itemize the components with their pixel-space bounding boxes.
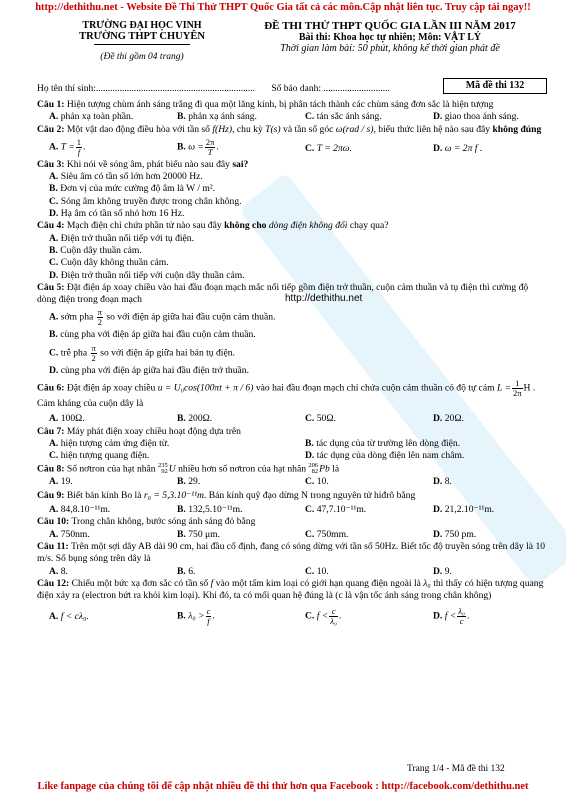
option-b: B. 29.: [177, 475, 201, 487]
option-d: D. tác dụng của dòng điện lên nam châm.: [305, 450, 465, 462]
option-a: A. 8.: [49, 565, 68, 577]
option-b: B. phản xạ ánh sáng.: [177, 111, 257, 123]
question-label: Câu 5:: [37, 281, 65, 293]
exam-subject: Bài thi: Khoa học tự nhiên; Môn: VẬT LÝ: [298, 32, 482, 43]
option-d: D. Điện trở thuần nối tiếp với cuộn dây thuần cảm.: [49, 269, 245, 281]
option-a: A. f < cλ₀.: [49, 610, 89, 622]
question-label: Câu 7:: [37, 425, 65, 437]
option-b: B. 200Ω.: [177, 413, 213, 425]
question-label: Câu 2:: [37, 123, 65, 135]
student-id-field: Số báo danh: ............................: [271, 84, 390, 94]
pages-note: (Đề thi gồm 04 trang): [100, 52, 184, 62]
bottom-banner[interactable]: Like fanpage của chúng tôi để cập nhật nhiều đề thi thử hơn qua Facebook : http://facebook.com/dethithu.net: [37, 781, 529, 792]
question-8: Câu 8: Số nơtron của hạt nhân 235 92 U nhiều hơn số nơtron của hạt nhân 206 82 Pb là A. 19. B. 29. C. 10. D. 8.: [37, 463, 549, 488]
header-left: [62, 20, 222, 62]
page-footer: Trang 1/4 - Mã đề thi 132: [407, 764, 505, 774]
question-label: Câu 1:: [37, 99, 65, 110]
top-banner[interactable]: http://dethithu.net - Website Đề Thi Thử THPT Quốc Gia tất cả các môn.Cập nhật liên tục. Truy cập tải ngay!!: [35, 2, 531, 13]
option-d: D. 20Ω.: [433, 413, 464, 425]
question-3: Câu 3: Khi nói về sóng âm, phát biểu nào sau đây sai? A. Siêu âm có tần số lớn hơn 20000 Hz. B. Đơn vị của mức cường độ âm là W / m². C. Sóng âm không truyền được trong chân không. D. Hạ âm có tần số nhỏ hơn 16 Hz.: [37, 159, 549, 220]
school-name: TRƯỜNG THPT CHUYÊN: [79, 31, 205, 42]
option-d: D. 21,2.10⁻¹¹m.: [433, 504, 495, 516]
middle-link[interactable]: http://dethithu.net: [285, 293, 363, 304]
question-4: Câu 4: Mạch điện chỉ chứa phần tử nào sau đây không cho dòng điện không đổi chạy qua? A. Điện trở thuần nối tiếp với tụ điện. B. Cuộn dây thuần cảm. C. Cuộn dây không thuần cảm. D. Điện trở thuần nối tiếp với cuộn dây thuần cảm.: [37, 220, 549, 281]
option-a: A. Điện trở thuần nối tiếp với tụ điện.: [49, 232, 194, 244]
option-a: A. sớm pha $\frac{\pi}{2}$ so với điện áp giữa hai đầu cuộn cảm thuần.: [49, 307, 276, 328]
option-c: C. 10.: [305, 565, 329, 577]
option-b: B. tác dụng của từ trường lên dòng điện.: [305, 437, 461, 449]
option-d: D. f < $\frac{\text{λ₀}}{c}$ .: [433, 605, 470, 626]
option-a: A. T = $\frac{1}{f}$ .: [49, 136, 86, 157]
question-10: Câu 10: Trong chân không, bước sóng ánh sáng đỏ bằng A. 750nm. B. 750 μm. C. 750mm. D. 750 pm.: [37, 516, 549, 541]
option-b: B. Đơn vị của mức cường độ âm là W / m².: [49, 183, 216, 195]
option-c: C. 50Ω.: [305, 413, 336, 425]
header-divider: [94, 44, 190, 45]
option-a: A. hiện tượng cảm ứng điện từ.: [49, 437, 170, 449]
question-7: Câu 7: Máy phát điện xoay chiều hoạt động dựa trên A. hiện tượng cảm ứng điện từ. B. tác dụng của từ trường lên dòng điện. C. hiện tượng quang điện. D. tác dụng của dòng điện lên nam châm.: [37, 426, 549, 463]
question-1: [37, 99, 549, 124]
option-a: A. phản xạ toàn phần.: [49, 111, 134, 123]
option-b: B. cùng pha với điện áp giữa hai đầu cuộn cảm thuần.: [49, 329, 256, 341]
option-b: B. 132,5.10⁻¹¹m.: [177, 504, 243, 516]
option-b: B. 750 μm.: [177, 528, 221, 540]
option-b: B. Cuộn dây thuần cảm.: [49, 244, 142, 256]
option-d: D. cùng pha với điện áp giữa hai đầu điện trở thuần.: [49, 364, 249, 376]
option-d: D. 8.: [433, 475, 452, 487]
question-text: Hiện tượng chùm ánh sáng trắng đi qua một lăng kính, bị phân tách thành các chùm sáng đơn sắc là hiện tượng: [66, 99, 494, 110]
option-c: C. hiện tượng quang điện.: [49, 450, 150, 462]
option-c: C. trễ pha $\frac{\pi}{2}$ so với điện áp giữa hai bản tụ điện.: [49, 342, 235, 363]
exam-time: Thời gian làm bài: 50 phút, không kể thời gian phát đề: [280, 43, 500, 54]
question-label: Câu 9:: [37, 489, 65, 501]
student-info: [37, 84, 390, 94]
option-c: C. f < $\frac{c}{\text{λ₀}}$ .: [305, 605, 342, 626]
option-a: A. 19.: [49, 475, 73, 487]
option-d: D. ω = 2π f .: [433, 142, 483, 154]
option-c: C. 750mm.: [305, 528, 349, 540]
option-c: C. 10.: [305, 475, 329, 487]
option-a: A. 750nm.: [49, 528, 90, 540]
question-5: Câu 5: Đặt điện áp xoay chiều vào hai đầu đoạn mạch mắc nối tiếp gồm điện trở thuần, cuộn cảm thuần và tụ điện thì cường độ dòng điện trong đoạn mạch A. sớm pha $\frac{\pi}{2}$ so với điện áp giữa hai đầu cuộn cảm thuần. B. cùng pha với điện áp giữa hai đầu cuộn cảm thuần. C. trễ pha $\frac{\pi}{2}$ so với điện áp giữa hai bản tụ điện. D. cùng pha với điện áp giữa hai đầu điện trở thuần.: [37, 282, 549, 377]
question-label: Câu 11:: [37, 541, 69, 553]
header-right: [240, 20, 540, 54]
question-6: Câu 6: Đặt điện áp xoay chiều u = U₀cos(100πt + π / 6) vào hai đầu đoạn mạch chỉ chứa cuộn cảm thuần có độ tự cảm L = $\frac{1}{2\pi}$ H . Cảm kháng của cuộn dây là A. 100Ω. B. 200Ω. C. 50Ω. D. 20Ω.: [37, 379, 549, 426]
university-name: TRƯỜNG ĐẠI HỌC VINH: [82, 20, 202, 31]
option-d: D. 9.: [433, 565, 452, 577]
option-a: A. 84,8.10⁻¹¹m.: [49, 504, 111, 516]
question-11: Câu 11: Trên một sợi dây AB dài 90 cm, hai đầu cố định, đang có sóng dừng với tần số 50Hz. Biết tốc độ truyền sóng trên dây là 10 m/s. Số bụng sóng trên dây là A. 8. B. 6. C. 10. D. 9.: [37, 541, 549, 578]
option-a: A. Siêu âm có tần số lớn hơn 20000 Hz.: [49, 171, 203, 183]
question-label: Câu 6:: [37, 382, 65, 394]
question-label: Câu 3:: [37, 158, 65, 170]
option-d: D. giao thoa ánh sáng.: [433, 111, 519, 123]
option-b: B. 6.: [177, 565, 196, 577]
option-c: C. tán sắc ánh sáng.: [305, 111, 382, 123]
question-label: Câu 8:: [37, 463, 65, 475]
question-label: Câu 12:: [37, 577, 70, 589]
option-b: B. ω = $\frac{2\pi}{T}$ .: [177, 136, 219, 157]
exam-code-box: Mã đề thi 132: [443, 78, 547, 94]
question-label: Câu 4:: [37, 220, 65, 232]
option-d: D. Hạ âm có tần số nhỏ hơn 16 Hz.: [49, 208, 185, 220]
exam-title: ĐỀ THI THỬ THPT QUỐC GIA LẦN III NĂM 2017: [264, 20, 516, 32]
option-c: C. Sóng âm không truyền được trong chân không.: [49, 195, 242, 207]
question-2: Câu 2: Một vật dao động điều hòa với tần số f(Hz), chu kỳ T(s) và tần số góc ω(rad / s), biểu thức liên hệ nào sau đây không đúng A. T = $\frac{1}{f}$ . B. ω = $\frac{2\pi}{T}$ . C. T = 2πω. D. ω = 2π f .: [37, 124, 549, 157]
option-c: C. T = 2πω.: [305, 142, 352, 154]
option-c: C. Cuộn dây không thuần cảm.: [49, 257, 169, 269]
questions-area: [37, 99, 549, 626]
option-d: D. 750 pm.: [433, 528, 477, 540]
question-9: Câu 9: Biết bán kính Bo là r₀ = 5,3.10⁻¹¹m. Bán kính quỹ đạo dừng N trong nguyên tử hiđrô bằng A. 84,8.10⁻¹¹m. B. 132,5.10⁻¹¹m. C. 47,7.10⁻¹¹m. D. 21,2.10⁻¹¹m.: [37, 490, 549, 517]
question-12: Câu 12: Chiếu một bức xạ đơn sắc có tần số f vào một tấm kim loại có giới hạn quang điện ngoài là λ₀ thì thấy có hiện tượng quang điện xảy ra (electron bứt ra khỏi kim loại). Khi đó, ta có mối quan hệ đúng là (c là vận tốc ánh sáng trong chân không) A. f < cλ₀. B. λ₀ > $\frac{c}{f}$ . C. f < $\frac{c}{\text{λ₀}}$ . D. f < $\frac{\text{λ₀}}{c}$ .: [37, 578, 549, 626]
option-c: C. 47,7.10⁻¹¹m.: [305, 504, 367, 516]
question-label: Câu 10:: [37, 516, 70, 528]
option-b: B. λ₀ > $\frac{c}{f}$ .: [177, 605, 215, 626]
student-name-field: Họ tên thí sinh:...................................................................: [37, 84, 255, 94]
option-a: A. 100Ω.: [49, 413, 85, 425]
